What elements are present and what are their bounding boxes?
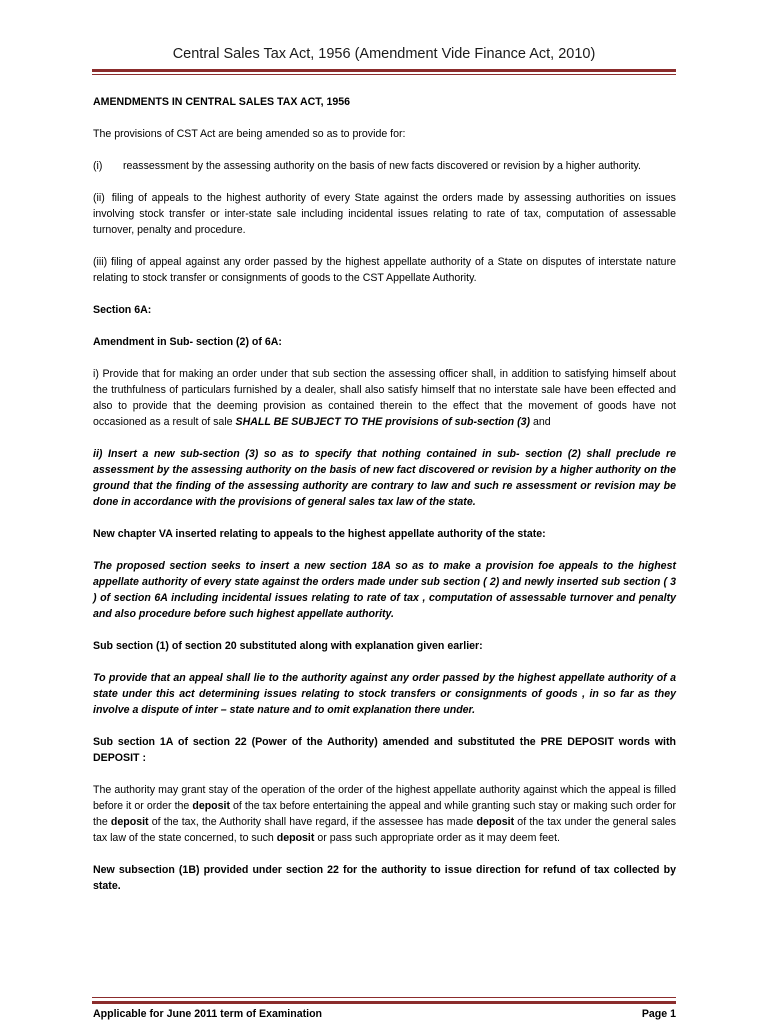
deposit-term-2: deposit bbox=[110, 816, 149, 828]
list-item-3-text: filing of appeal against any order passed by the highest appellate authority of a State on disputes of interstate nature relating to stock transfer or consignments of goods to the CST Appellate Authority. bbox=[93, 256, 676, 284]
section-22-text-4: of the tax under the general sales tax law of the state concerned, to such bbox=[93, 816, 676, 844]
footer-exam-note: Applicable for June 2011 term of Examination bbox=[93, 1008, 323, 1020]
provision-i-emphasis: SHALL BE SUBJECT TO THE provisions of sub-section (3) bbox=[235, 416, 531, 428]
section-22-text-3: of the tax, the Authority shall have regard, if the assessee has made bbox=[148, 816, 477, 828]
main-heading: AMENDMENTS IN CENTRAL SALES TAX ACT, 1956 bbox=[93, 96, 351, 108]
page-header-title: Central Sales Tax Act, 1956 (Amendment Vide Finance Act, 2010) bbox=[172, 46, 596, 62]
section-22-text-1: The authority may grant stay of the operation of the order of the highest appellate authority against which the appeal is filled before it or order the bbox=[93, 784, 676, 812]
footer-rule-thick bbox=[92, 1001, 676, 1004]
provision-i-tail: and bbox=[530, 416, 551, 428]
deposit-term-1: deposit bbox=[192, 800, 231, 812]
provision-ii-paragraph: ii) Insert a new sub-section (3) so as to specify that nothing contained in sub- section (2) shall preclude re assessment by the assessing authority on the basis of new fact discovered or revision by a higher authority on the ground that the finding of the assessing authority are contrary to law and such re assessment or revision may be done in accordance with the provisions of general sales tax law of the state. bbox=[93, 448, 676, 508]
list-item-2-number: (ii) bbox=[93, 192, 105, 204]
list-item-1 bbox=[93, 158, 676, 174]
chapter-va-paragraph: The proposed section seeks to insert a new section 18A so as to make a provision foe appeals to the highest appellate authority of every state against the orders made under sub section ( 2) and newly inserted sub section ( 3 ) of section 6A including incidental issues relating to rate of tax , computation of assessable turnover and penalty and also procedure before such highest appellate authority. bbox=[93, 560, 676, 620]
section-20-paragraph: To provide that an appeal shall lie to the authority against any order passed by the highest appellate authority of a state under this act determining issues relating to stock transfers or consignments of goods , in so far as they involve a dispute of inter – state nature and to omit explanation there under. bbox=[93, 672, 676, 716]
header-rule-thin bbox=[92, 74, 676, 75]
footer-rule-thin bbox=[92, 997, 676, 998]
list-item-3-number: (iii) bbox=[93, 256, 108, 268]
deposit-term-3: deposit bbox=[476, 816, 515, 828]
intro-paragraph: The provisions of CST Act are being amended so as to provide for: bbox=[93, 128, 406, 140]
section-20-heading: Sub section (1) of section 20 substituted along with explanation given earlier: bbox=[93, 640, 483, 652]
list-item-1-text: reassessment by the assessing authority on the basis of new facts discovered or revision by a higher authority. bbox=[123, 160, 641, 172]
section-22-text-5: or pass such appropriate order as it may deem feet. bbox=[314, 832, 560, 844]
chapter-va-heading: New chapter VA inserted relating to appeals to the highest appellate authority of the state: bbox=[93, 528, 546, 540]
list-item-2-text: filing of appeals to the highest authority of every State against the orders made by assessing authorities on issues involving stock transfer or inter-state sale including incidental issues relating to rate of tax, computation of assessable turnover, penalty and procedure. bbox=[93, 192, 676, 236]
section-22-heading: Sub section 1A of section 22 (Power of the Authority) amended and substituted the PRE DEPOSIT words with DEPOSIT : bbox=[93, 736, 676, 764]
page-number: Page 1 bbox=[641, 1008, 676, 1020]
document-body bbox=[93, 94, 676, 910]
subsection-1b-heading: New subsection (1B) provided under section 22 for the authority to issue direction for refund of tax collected by state. bbox=[93, 864, 676, 892]
section-22-text-2: of the tax before entertaining the appeal and while granting such stay or making such order for the bbox=[93, 800, 676, 828]
provision-i-text: i) Provide that for making an order under that sub section the assessing officer shall, in addition to satisfying himself about the truthfulness of particulars furnished by a dealer, shall also satisfy himself that no interstate sale have been effected and also to provide that the deeming provision as contained therein to the effect that the movement of goods have not occasioned as a result of sale bbox=[93, 368, 676, 428]
header-rule-thick bbox=[92, 69, 676, 72]
section-6a-heading: Section 6A: bbox=[93, 304, 152, 316]
provision-i-paragraph bbox=[93, 366, 676, 430]
amendment-heading: Amendment in Sub- section (2) of 6A: bbox=[93, 336, 282, 348]
list-item-2 bbox=[93, 190, 676, 238]
list-item-1-number: (i) bbox=[93, 160, 103, 172]
section-22-paragraph bbox=[93, 782, 676, 846]
deposit-term-4: deposit bbox=[276, 832, 315, 844]
list-item-3 bbox=[93, 254, 676, 286]
